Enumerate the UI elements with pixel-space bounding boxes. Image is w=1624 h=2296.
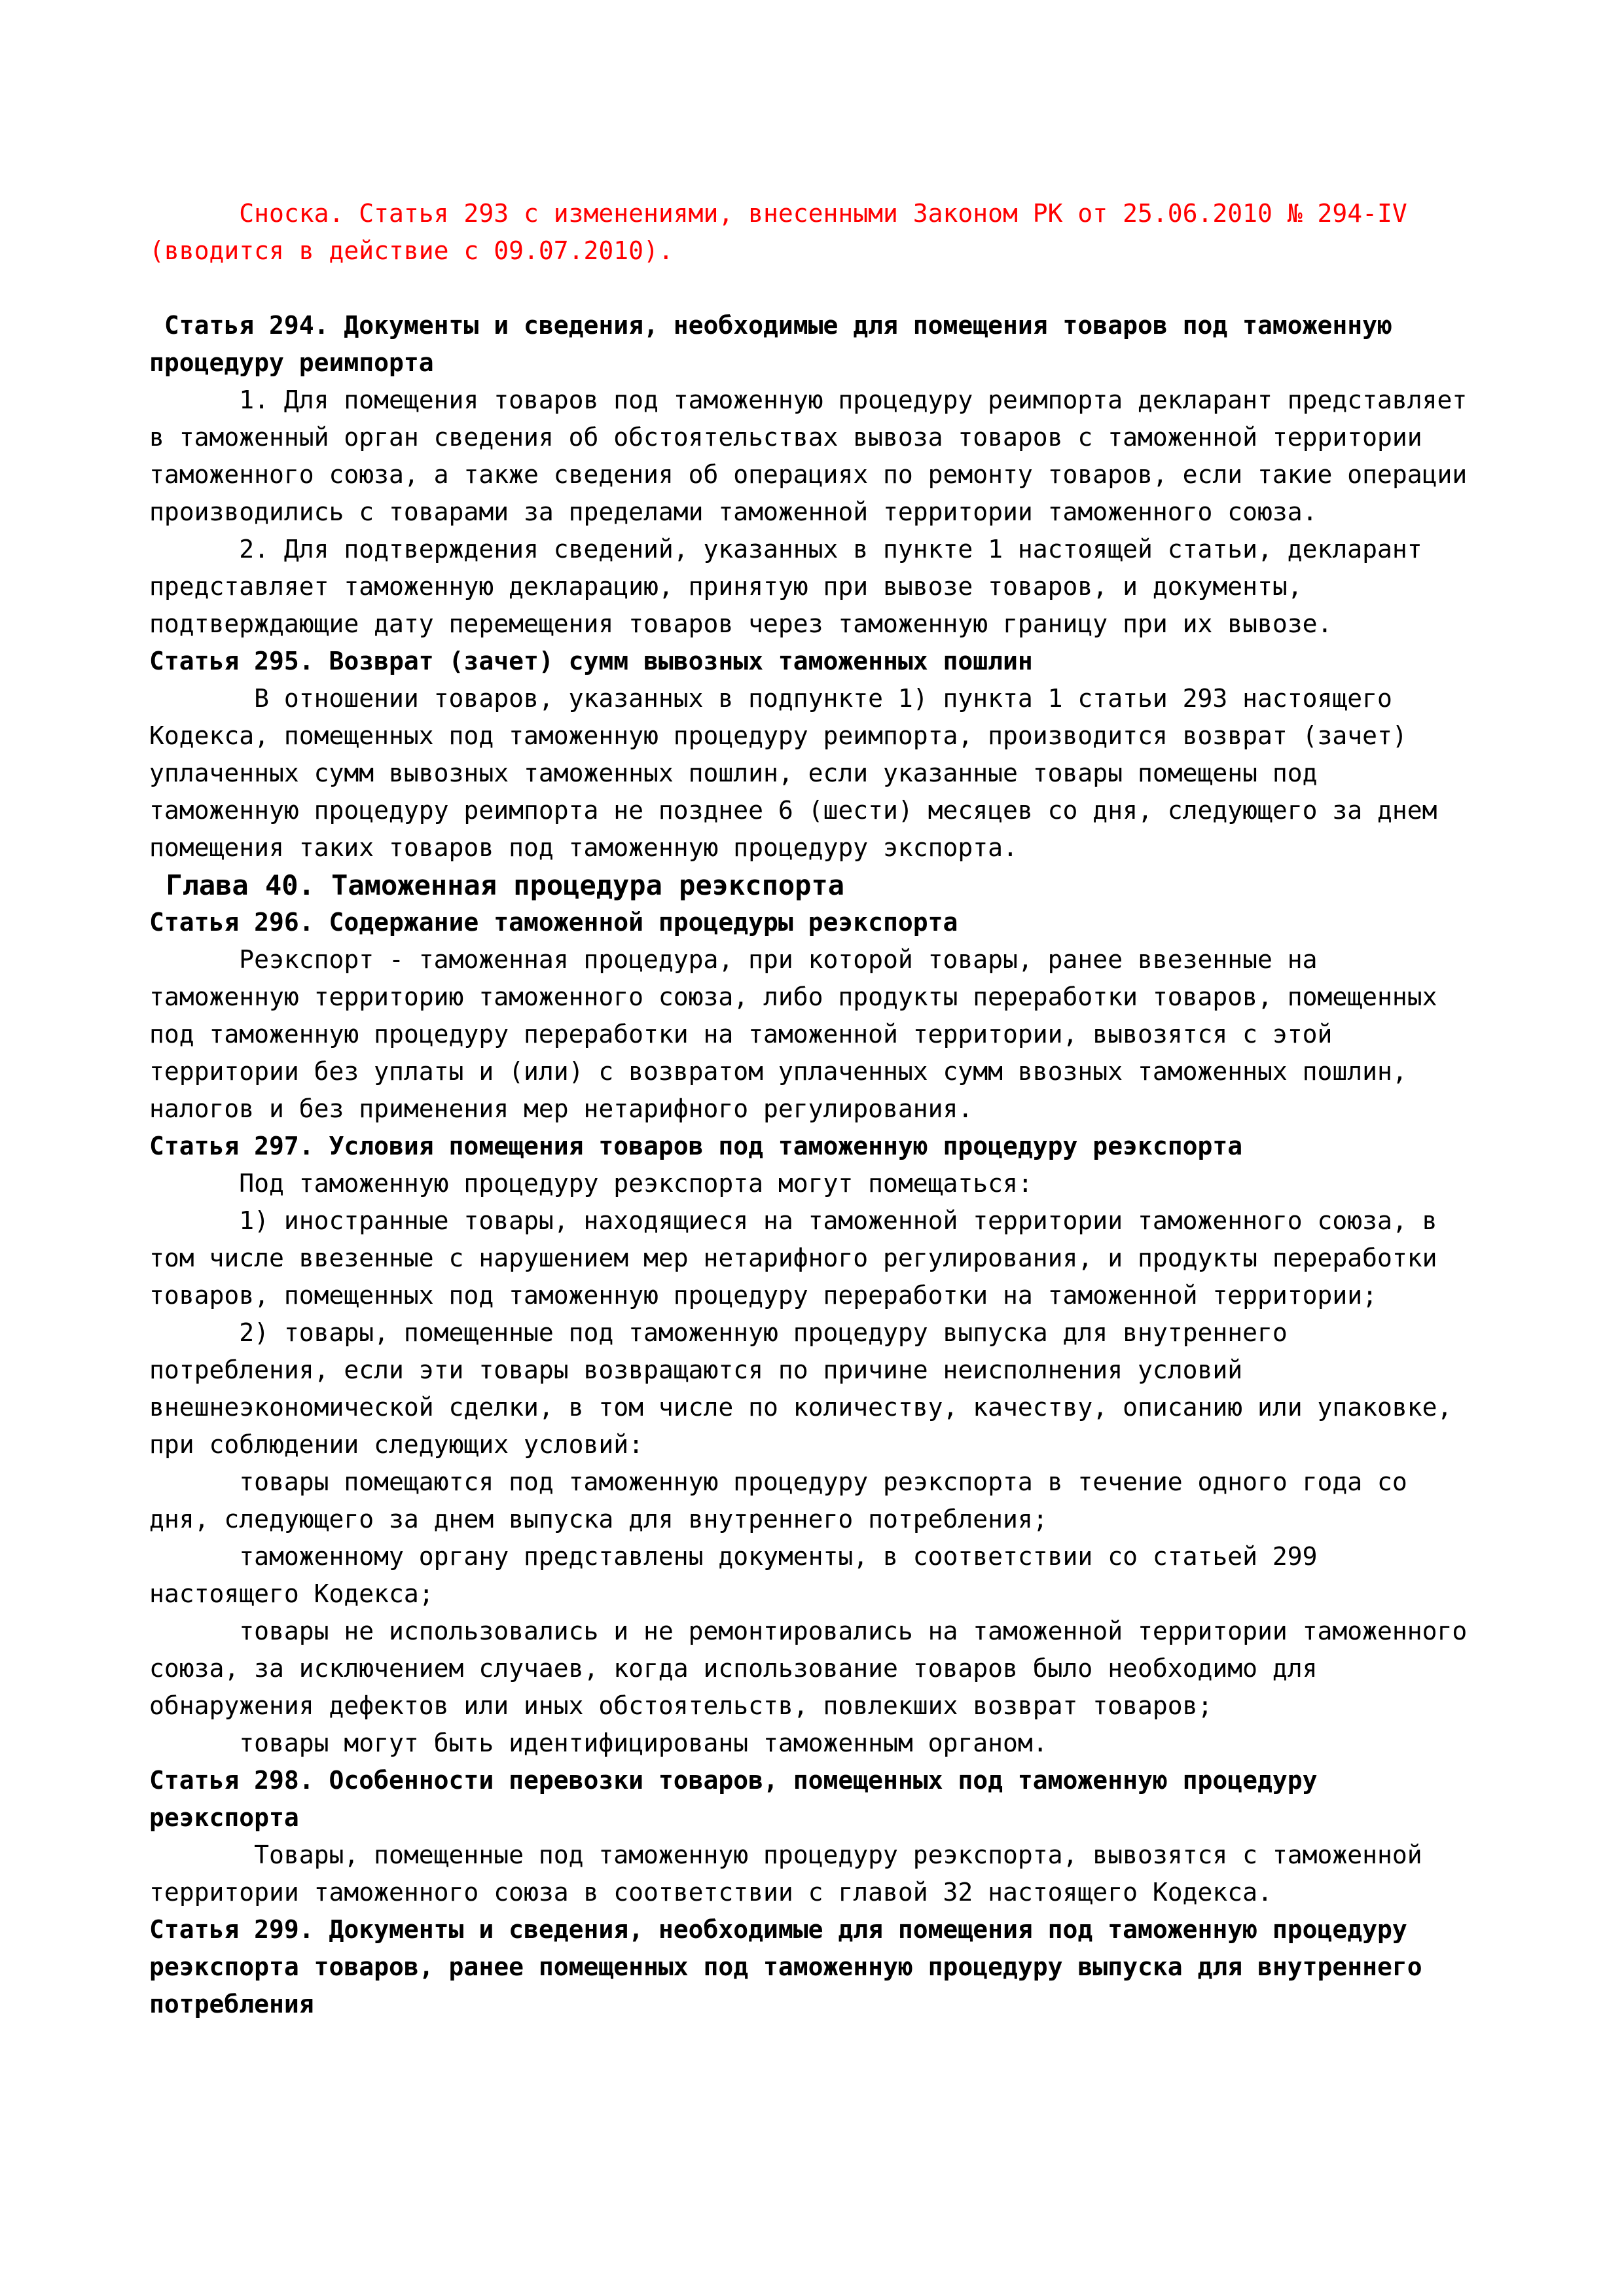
text-line: Статья 299. Документы и сведения, необходимые для помещения под таможенную процедуру [149,1915,1407,1944]
text-line: Сноска. Статья 293 с изменениями, внесенными Законом РК от 25.06.2010 № 294-IV [149,199,1407,228]
text-line: 1. Для помещения товаров под таможенную процедуру реимпорта декларант представляет [149,386,1468,414]
text-line: Глава 40. Таможенная процедура реэкспорта [149,869,845,901]
text-line: под таможенную процедуру переработки на таможенной территории, вывозятся с этой [149,1020,1333,1049]
text-line: Статья 295. Возврат (зачет) сумм вывозных таможенных пошлин [149,647,1033,675]
article-297-condition-2 [149,1538,1624,1613]
text-line: В отношении товаров, указанных в подпункте 1) пункта 1 статьи 293 настоящего [149,684,1392,713]
text-line: Товары, помещенные под таможенную процедуру реэкспорта, вывозятся с таможенной [149,1840,1422,1869]
text-line: таможенного союза, а также сведения об операциях по ремонту товаров, если такие операции [149,460,1468,489]
text-line: Статья 297. Условия помещения товаров под таможенную процедуру реэкспорта [149,1132,1243,1160]
text-line: 2) товары, помещенные под таможенную процедуру выпуска для внутреннего [149,1318,1288,1347]
document-body [149,195,1624,2023]
text-line: товары могут быть идентифицированы таможенным органом. [149,1729,1048,1757]
footnote-article-293-amendment [149,195,1624,270]
text-line: таможенному органу представлены документы, в соответствии со статьей 299 [149,1542,1318,1571]
article-297-title [149,1128,1624,1165]
text-line: налогов и без применения мер нетарифного регулирования. [149,1094,973,1123]
article-296-title [149,904,1624,941]
text-line: Статья 298. Особенности перевозки товаров, помещенных под таможенную процедуру [149,1766,1318,1795]
text-line: 1) иностранные товары, находящиеся на таможенной территории таможенного союза, в [149,1206,1437,1235]
chapter-40-title [149,867,1624,904]
text-line: производились с товарами за пределами таможенной территории таможенного союза. [149,497,1318,526]
text-line: реэкспорта товаров, ранее помещенных под таможенную процедуру выпуска для внутреннего [149,1952,1422,1981]
text-line: внешнеэкономической сделки, в том числе по количеству, качеству, описанию или упаковке, [149,1393,1453,1422]
text-line: (вводится в действие с 09.07.2010). [149,236,674,265]
text-line: настоящего Кодекса; [149,1579,434,1608]
text-line: помещения таких товаров под таможенную процедуру экспорта. [149,833,1018,862]
article-299-title [149,1911,1624,2023]
text-line: потребления [149,1990,314,2018]
article-297-subparagraph-2 [149,1314,1624,1463]
article-297-condition-4 [149,1725,1624,1762]
article-298-title [149,1762,1624,1837]
article-294-paragraph-1 [149,382,1624,531]
text-line: уплаченных сумм вывозных таможенных пошлин, если указанные товары помещены под [149,759,1318,787]
text-line: Кодекса, помещенных под таможенную процедуру реимпорта, производится возврат (зачет) [149,721,1407,750]
text-line: процедуру реимпорта [149,348,434,377]
article-298-paragraph-1 [149,1837,1624,1911]
text-line: подтверждающие дату перемещения товаров через таможенную границу при их вывозе. [149,609,1333,638]
article-297-condition-1 [149,1463,1624,1538]
text-line: товары помещаются под таможенную процедуру реэкспорта в течение одного года со [149,1467,1407,1496]
article-297-subparagraph-1 [149,1202,1624,1314]
text-line: Статья 294. Документы и сведения, необходимые для помещения товаров под таможенную [149,311,1392,340]
article-294-title [149,307,1624,382]
text-line: Статья 296. Содержание таможенной процедуры реэкспорта [149,908,958,937]
text-line: реэкспорта [149,1803,299,1832]
article-296-paragraph-1 [149,941,1624,1128]
text-line: Под таможенную процедуру реэкспорта могут помещаться: [149,1169,1033,1198]
text-line: территории таможенного союза в соответствии с главой 32 настоящего Кодекса. [149,1878,1272,1907]
article-295-title [149,643,1624,680]
text-line: таможенную процедуру реимпорта не позднее 6 (шести) месяцев со дня, следующего за днем [149,796,1437,825]
text-line: союза, за исключением случаев, когда использование товаров было необходимо для [149,1654,1318,1683]
text-line: таможенную территорию таможенного союза, либо продукты переработки товаров, помещенных [149,982,1437,1011]
text-line: 2. Для подтверждения сведений, указанных в пункте 1 настоящей статьи, декларант [149,535,1422,564]
text-line: в таможенный орган сведения об обстоятельствах вывоза товаров с таможенной территории [149,423,1422,452]
text-line: том числе ввезенные с нарушением мер нетарифного регулирования, и продукты переработки [149,1244,1437,1272]
text-line: при соблюдении следующих условий: [149,1430,643,1459]
article-294-paragraph-2 [149,531,1624,643]
text-line: товары не использовались и не ремонтировались на таможенной территории таможенного [149,1617,1468,1645]
text-line: товаров, помещенных под таможенную процедуру переработки на таможенной территории; [149,1281,1377,1310]
text-line: потребления, если эти товары возвращаются по причине неисполнения условий [149,1355,1243,1384]
text-line: территории без уплаты и (или) с возвратом уплаченных сумм ввозных таможенных пошлин, [149,1057,1407,1086]
text-line: представляет таможенную декларацию, принятую при вывозе товаров, и документы, [149,572,1303,601]
text-line: Реэкспорт - таможенная процедура, при которой товары, ранее ввезенные на [149,945,1318,974]
article-295-paragraph-1 [149,680,1624,867]
text-line: обнаружения дефектов или иных обстоятельств, повлекших возврат товаров; [149,1691,1213,1720]
text-line: дня, следующего за днем выпуска для внутреннего потребления; [149,1505,1048,1534]
article-297-condition-3 [149,1613,1624,1725]
article-297-paragraph-1 [149,1165,1624,1202]
